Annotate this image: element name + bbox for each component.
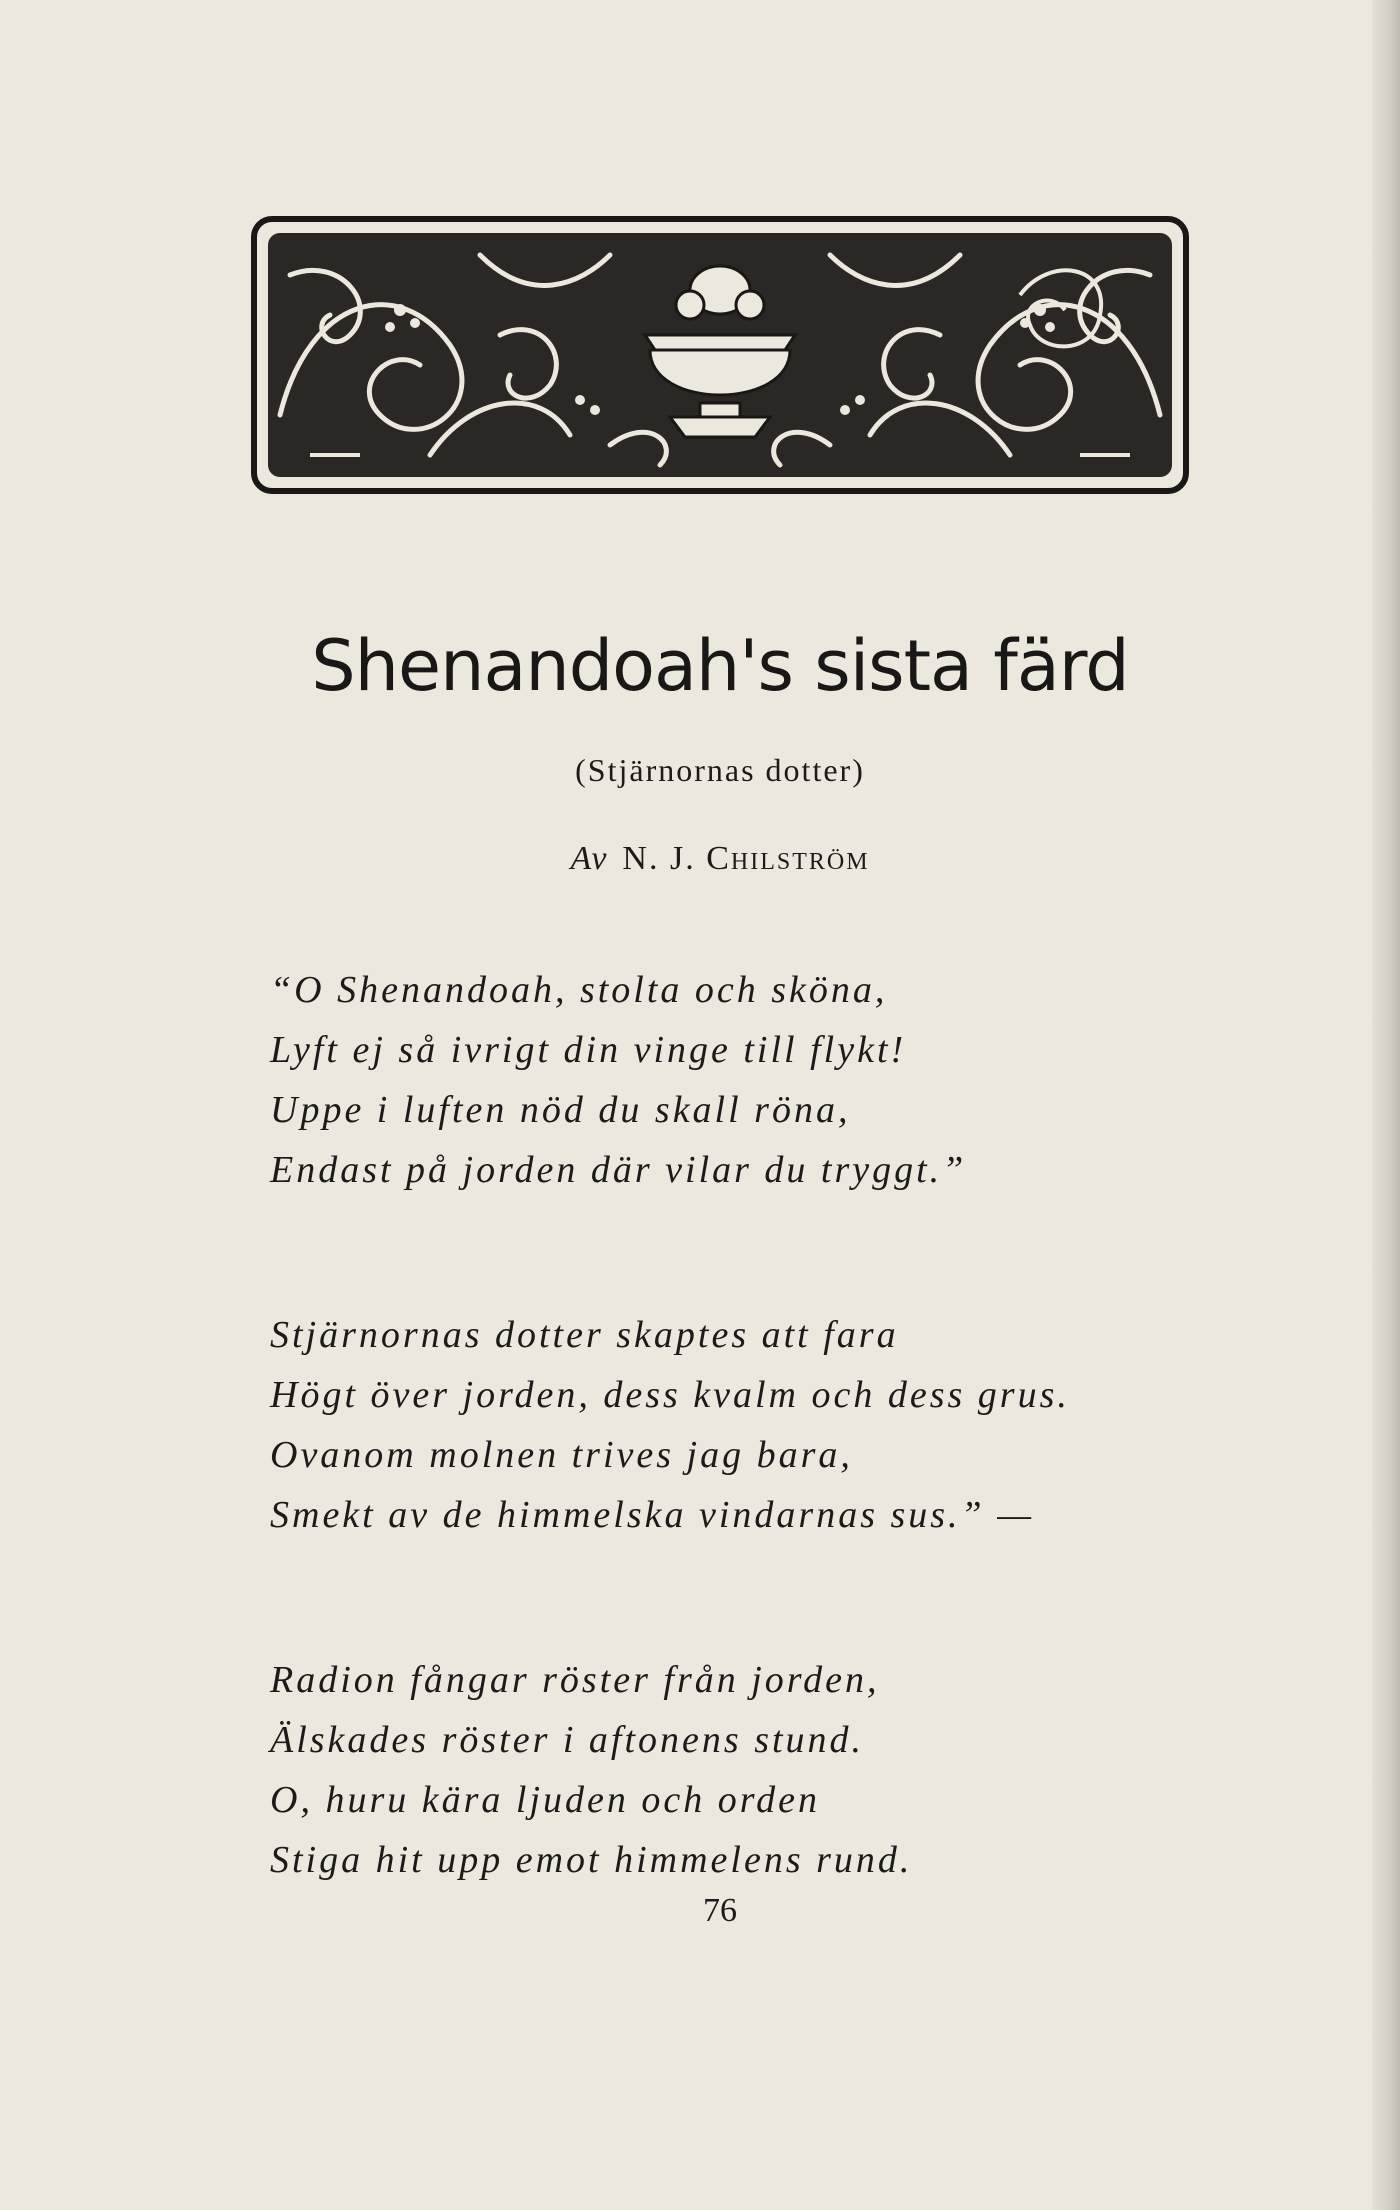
poem-line: Radion fångar röster från jorden,: [270, 1659, 880, 1701]
stanza-2: [270, 1305, 1070, 1545]
poem-line: Endast på jorden där vilar du tryggt.”: [270, 1149, 967, 1191]
page-edge-shadow: [1372, 0, 1400, 2210]
poem-line: Stiga hit upp emot himmelens rund.: [270, 1839, 913, 1881]
page-number: 76: [703, 1892, 737, 1929]
author-line: [0, 840, 1400, 878]
author-prefix: Av: [570, 840, 609, 877]
poem-line: Ovanom molnen trives jag bara,: [270, 1434, 853, 1476]
floral-vase-headpiece-icon: [250, 215, 1190, 495]
poem-line: “O Shenandoah, stolta och sköna,: [270, 969, 888, 1011]
author-name: N. J. Chilström: [622, 840, 870, 877]
poem-line: Uppe i luften nöd du skall röna,: [270, 1089, 851, 1131]
poem-line: Smekt av de himmelska vindarnas sus.” —: [270, 1494, 1034, 1536]
poem-line: Högt över jorden, dess kvalm och dess grus.: [270, 1374, 1070, 1416]
poem-title: Shenandoah's sista färd: [311, 625, 1129, 707]
poem-line: O, huru kära ljuden och orden: [270, 1779, 820, 1821]
stanza-3: [270, 1650, 912, 1890]
poem-line: Älskades röster i aftonens stund.: [270, 1719, 865, 1761]
stanza-1: [270, 960, 966, 1200]
poem-line: Lyft ej så ivrigt din vinge till flykt!: [270, 1029, 907, 1071]
poem-line: Stjärnornas dotter skaptes att fara: [270, 1314, 899, 1356]
poem-subtitle: (Stjärnornas dotter): [575, 752, 865, 788]
